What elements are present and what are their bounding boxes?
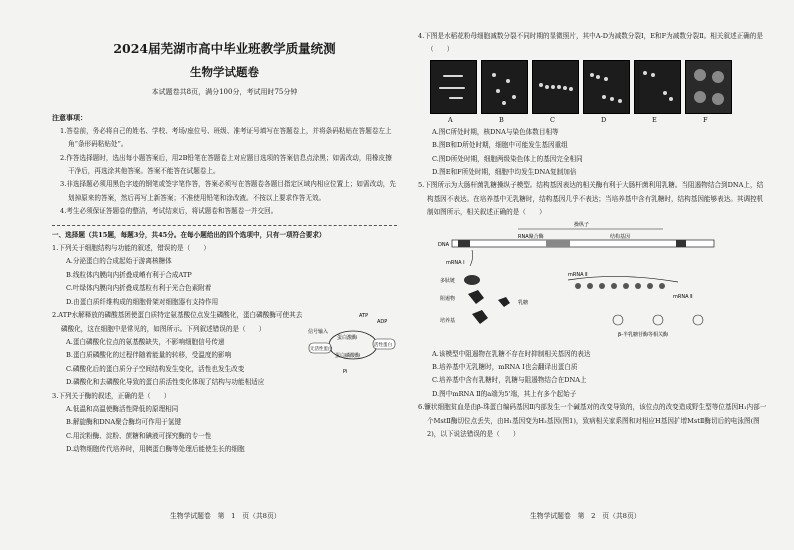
section-heading: 一、选择题（共15题，每题3分，共45分。在每小题给出的四个选项中，只有一项符合要求） xyxy=(52,230,326,239)
option: B.解旋酶和DNA聚合酶均可作用于氢键 xyxy=(66,418,182,427)
panel-label: B xyxy=(499,115,504,124)
enzymes-label: β-半乳糖苷酶等相关酶 xyxy=(618,331,668,338)
page-2-footer: 生物学试题卷 第 2 页（共8页） xyxy=(530,512,641,520)
notice-item: 3.非选择题必须用黑色字迹的钢笔或签字笔作答，答案必须写在答题卷各题目指定区域内相应位置上；如需改动，先划掉原来的答案，然后再写上新答案；不准使用铅笔和涂改液。不按以上要求作答无效。 xyxy=(60,180,396,202)
micrograph xyxy=(430,60,477,124)
option: B.培养基中无乳糖时，mRNA Ⅰ也会翻译出蛋白质 xyxy=(432,363,578,372)
active-protein-label: 活性蛋白 xyxy=(374,343,392,349)
repressor-label: 阻遏物 xyxy=(440,295,456,302)
mrna2-label: mRNA Ⅱ xyxy=(568,271,588,278)
signal-label: 信号输入 xyxy=(308,329,329,336)
kinase-label: 蛋白激酶 xyxy=(337,335,358,342)
page-2 xyxy=(418,30,768,442)
adp-label: ADP xyxy=(377,319,388,326)
dna-label: DNA xyxy=(438,241,450,248)
micrograph xyxy=(634,60,681,124)
panel-label: D xyxy=(601,115,607,124)
notice-item: 1.答卷前，务必将自己的姓名、学校、考场/座位号、班级、准考证号填写在答题卷上，并将条码粘贴在答题卷左上角“条形码粘贴处”。 xyxy=(60,126,392,149)
option: C.磷酸化后的蛋白质分子空间结构发生变化，活性也发生改变 xyxy=(66,364,245,373)
micrograph-panel xyxy=(430,60,768,124)
rnap-label: RNA聚合酶 xyxy=(518,233,544,240)
panel-label: C xyxy=(550,115,555,124)
page-1-footer: 生物学试题卷 第 1 页（共8页） xyxy=(170,512,281,520)
option: D.由蛋白质纤维构成的细胞骨架对细胞器有支持作用 xyxy=(66,297,219,306)
exam-subtitle: 生物学试题卷 xyxy=(190,65,259,79)
phosphorylation-diagram xyxy=(307,309,397,381)
panel-label: A xyxy=(448,115,453,124)
pi-label: Pi xyxy=(343,369,348,376)
inactive-protein-label: 无活性蛋白 xyxy=(310,347,333,353)
option: A.蛋白磷酸化位点的氨基酸缺失，不影响细胞信号传递 xyxy=(66,337,225,346)
polysome-label: 多肽链 xyxy=(440,277,456,284)
exam-info: 本试题卷共8页，满分100分，考试用时75分钟 xyxy=(151,88,298,96)
lac-operon-diagram xyxy=(418,220,768,348)
structural-gene-label: 结构基因 xyxy=(610,233,631,240)
notice-title: 注意事项： xyxy=(52,113,87,123)
micrograph xyxy=(532,60,579,124)
option: C.用淀粉酶、淀粉、蔗糖和碘液可探究酶的专一性 xyxy=(66,431,212,440)
option: C.培养基中含有乳糖时，乳糖与阻遏物结合在DNA上 xyxy=(432,376,587,385)
mrna2-end-label: mRNA Ⅱ xyxy=(673,293,693,300)
question-2-stem: 2.ATP水解释放的磷酸基团使蛋白质特定氨基酸位点发生磷酸化，蛋白磷酸酶可使其去磷酸化，这在细胞中是常见的，如图所示。下列叙述错误的是（ ） xyxy=(52,311,303,333)
divider xyxy=(52,225,397,226)
micrograph xyxy=(583,60,630,124)
medium-label: 培养基 xyxy=(440,317,456,324)
micrograph xyxy=(481,60,528,124)
option: A.分泌蛋白的合成起始于游离核糖体 xyxy=(66,257,172,266)
panel-label: F xyxy=(703,115,708,124)
option: C.图D所处时期，细胞两级染色体上的基因完全相同 xyxy=(432,154,583,163)
option: D.图E和F所处时期，细胞中均发生DNA复制加倍 xyxy=(432,168,577,177)
option: A.图C所处时期，核DNA与染色体数目相等 xyxy=(432,127,559,136)
micrograph xyxy=(685,60,732,124)
question-2 xyxy=(52,309,397,389)
option: B.图B和D所处时期，细胞中可能发生基因重组 xyxy=(432,141,568,150)
page-1 xyxy=(52,30,397,457)
operon-label: 操纵子 xyxy=(574,221,590,228)
question-1-stem: 1.下列关于细胞结构与功能的叙述，错误的是（ ） xyxy=(52,244,210,253)
panel-label: E xyxy=(652,115,657,124)
atp-label: ATP xyxy=(359,313,369,320)
lactose-label: 乳糖 xyxy=(518,299,529,306)
notice-item: 2.作答选择题时，选出每小题答案后，用2B铅笔在答题卷上对应题目选项的答案信息点涂黑；如需改动，用橡皮擦干净后，再选涂其他答案。答案不能答在试题卷上。 xyxy=(60,153,392,176)
question-3-stem: 3.下列关于酶的叙述，正确的是（ ） xyxy=(52,391,171,400)
option: D.图中mRNA Ⅱ的a端为5'端，其上有多个起始子 xyxy=(432,389,577,398)
question-4-stem: 4.下图是水稻花粉母细胞减数分裂不同时期的显微照片，其中A-D为减数分裂Ⅰ，E和F为减数分裂Ⅱ。相关叙述正确的是（ ） xyxy=(418,32,763,54)
notice-item: 4.考生必须保证答题卷的整洁，考试结束后，将试题卷和答题卷一并交回。 xyxy=(60,207,278,216)
option: A.该模型中阻遏物在乳糖不存在时抑制相关基因的表达 xyxy=(432,349,591,358)
mrna1-label: mRNA Ⅰ xyxy=(446,259,465,266)
option: B.线粒体内膜向内折叠成嵴有利于合成ATP xyxy=(66,270,192,279)
exam-title: 2024届芜湖市高中毕业班教学质量统测 xyxy=(113,41,336,56)
option: D.动物细胞传代培养时，用胰蛋白酶等处理后能使生长的细胞 xyxy=(66,445,245,454)
option: D.磷酸化和去磷酸化导致的蛋白质活性变化体现了结构与功能相适应 xyxy=(66,378,265,387)
option: A.低温和高温使酶活性降低的原理相同 xyxy=(66,404,179,413)
question-5-stem: 5.下图所示为大肠杆菌乳糖操纵子模型。结构基因表达的相关酶有利于大肠杆菌利用乳糖。当阻遏物结合到DNA上，结构基因不表达。在培养基中无乳糖时，结构基因几乎不表达；当培养基中含有乳糖时，结构基因能够表达。其调控机制如图所示，相关叙述正确的是（ ） xyxy=(418,181,764,217)
question-6-stem: 6.镰状细胞贫血是由β-珠蛋白编码基因Ⅱ内部发生一个碱基对的改变导致的，该位点的改变造成野生型等位基因H₁内部一个MstⅡ酶切位点丢失，由H₁基因变为H₂基因(图1)，致病相关家系图和对相应H基因扩增MstⅡ酶切后的电泳图(图2)，以下说法错误的是（ ） xyxy=(418,403,767,439)
option: C.叶绿体内膜向内折叠成基粒有利于光合色素附着 xyxy=(66,284,212,293)
option: B.蛋白质磷酸化的过程伴随着能量的转移，受温度的影响 xyxy=(66,351,232,360)
phosphatase-label: 蛋白磷酸酶 xyxy=(335,353,361,360)
